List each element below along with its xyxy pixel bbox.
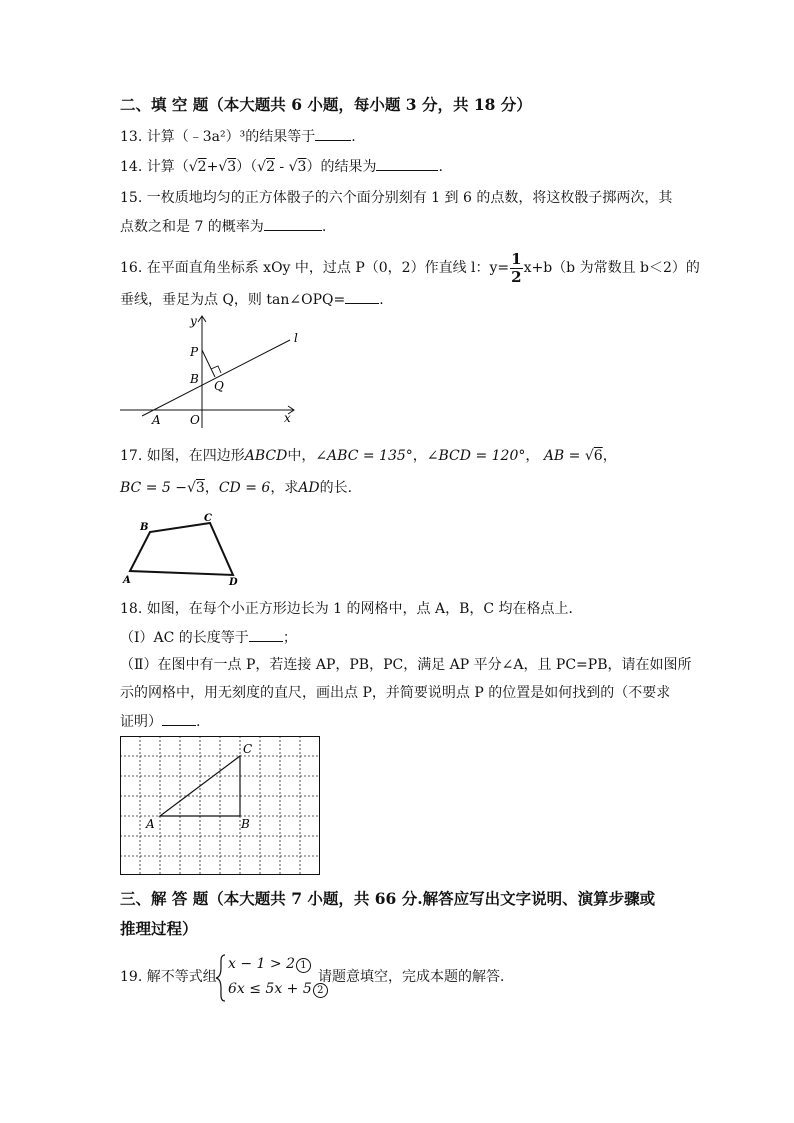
section-2-heading: 二、填 空 题（本大题共 6 小题，每小题 3 分，共 18 分） <box>120 95 532 114</box>
q16-blank[interactable] <box>345 290 379 304</box>
q14-text-a: 计算（ <box>146 159 189 175</box>
fig18-label-C: C <box>243 742 253 756</box>
q16-line2: 垂线，垂足为点 Q，则 tan∠OPQ= <box>120 292 346 308</box>
q17-text-d: 的长. <box>319 480 353 496</box>
figure-18-grid <box>120 736 321 876</box>
q18-part1-text: （Ⅰ）AC 的长度等于 <box>120 630 249 646</box>
fig18-label-B: B <box>241 817 250 831</box>
question-15-line1 <box>120 189 672 207</box>
question-18-part1: （Ⅰ）AC 的长度等于 ； <box>120 630 297 646</box>
question-19-prefix <box>120 968 217 986</box>
q13-number: 13. <box>120 129 143 145</box>
question-15-line2: 点数之和是 7 的概率为 . <box>120 219 327 235</box>
q13-blank[interactable] <box>315 127 351 141</box>
q15-blank[interactable] <box>264 217 322 231</box>
q16-fraction-numerator: 1 <box>511 249 522 268</box>
q16-text-a: 在平面直角坐标系 xOy 中，过点 P（0，2）作直线 l：y= <box>146 260 510 276</box>
question-17-line2: BC = 5 −√3，CD = 6，求AD的长. <box>120 480 353 496</box>
fig16-label-B: B <box>190 372 199 386</box>
q17-cd: CD = 6 <box>218 480 271 496</box>
fig17-label-C: C <box>204 513 212 524</box>
q18-text: 如图，在每个小正方形边长为 1 的网格中，点 A，B，C 均在格点上． <box>146 601 583 617</box>
question-17-line1: 17. 如图，在四边形ABCD中，∠ABC = 135°，∠BCD = 120°， AB = √6， <box>120 448 617 464</box>
q16-number: 16. <box>120 260 143 276</box>
question-18-part2-line2 <box>120 684 670 702</box>
fig18-label-A: A <box>146 817 155 831</box>
q18-part2-blank[interactable] <box>162 712 196 726</box>
q18-part1-blank[interactable] <box>249 628 283 642</box>
q18-part2-line2: 示的网格中，用无刻度的直尺，画出点 P，并简要说明点 P 的位置是如何找到的（不要求 <box>120 685 671 701</box>
q19-inequality-1 <box>228 955 311 973</box>
q15-number: 15. <box>120 190 143 206</box>
q17-angle-abc: ∠ABC = 135° <box>315 448 413 464</box>
question-18-line1 <box>120 600 583 618</box>
fig16-label-l: l <box>294 331 298 345</box>
figure-16-coordinate-diagram <box>118 312 303 430</box>
q19-inequality-2 <box>228 980 328 998</box>
figure-17-quadrilateral <box>120 510 245 588</box>
q19-ineq1: x − 1 > 2 <box>228 956 295 972</box>
q14-blank[interactable] <box>376 157 438 171</box>
q17-quad: ABCD <box>244 448 288 464</box>
q17-bc: BC = 5 − <box>120 480 187 496</box>
q18-part2-line3: 证明） <box>120 714 162 730</box>
q15-line1: 一枚质地均匀的正方体骰子的六个面分别刻有 1 到 6 的点数，将这枚骰子掷两次，其 <box>146 190 673 206</box>
fig16-label-P: P <box>190 345 199 359</box>
circled-1: 1 <box>296 958 311 973</box>
q14-number: 14. <box>120 159 143 175</box>
fig16-label-O: O <box>190 413 200 427</box>
circled-2: 2 <box>313 983 328 998</box>
q14-text-b: （ <box>250 159 258 175</box>
fig16-label-y: y <box>190 314 197 328</box>
q14-text-c: ）的结果为 <box>306 159 377 175</box>
section-3-heading-line2: 推理过程） <box>120 919 198 938</box>
fig16-label-Q: Q <box>214 379 224 393</box>
fig16-label-A: A <box>152 413 161 427</box>
question-16-line2: 垂线，垂足为点 Q，则 tan∠OPQ= . <box>120 292 384 308</box>
q17-text-a: 如图，在四边形 <box>146 448 245 464</box>
question-19-suffix <box>318 968 514 986</box>
q19-text-a: 解不等式组 <box>146 969 217 985</box>
q19-number: 19. <box>120 969 143 985</box>
fig17-label-B: B <box>140 522 149 533</box>
q15-line2: 点数之和是 7 的概率为 <box>120 219 264 235</box>
q19-ineq2: 6x ≤ 5x + 5 <box>228 981 312 997</box>
q18-number: 18. <box>120 601 143 617</box>
q19-text-b: 请题意填空，完成本题的解答． <box>318 969 514 985</box>
question-13: 13. 计算（﹣3a²）³的结果等于 . <box>120 129 356 145</box>
q17-text-b: 中， <box>287 448 316 464</box>
q17-ad: AD <box>298 480 320 496</box>
question-18-part2-line1 <box>120 656 692 674</box>
section-3-heading-line1: 三、解 答 题（本大题共 7 小题，共 66 分.解答应写出文字说明、演算步骤或 <box>120 889 656 908</box>
q16-text-b: x+b（b 为常数且 b＜2）的 <box>523 260 700 276</box>
q17-angle-bcd: ∠BCD = 120° <box>426 448 526 464</box>
q16-fraction <box>510 251 522 286</box>
q18-part2-line1: （Ⅱ）在图中有一点 P，若连接 AP，PB，PC，满足 AP 平分∠A，且 PC=PB，请在如图所 <box>120 657 692 673</box>
q19-brace <box>215 953 227 1003</box>
q17-text-c: ，求 <box>270 480 299 496</box>
q17-ab: AB = <box>543 448 581 464</box>
q16-fraction-denominator: 2 <box>511 267 522 286</box>
fig17-label-A: A <box>123 575 131 586</box>
fig16-label-x: x <box>284 411 291 425</box>
fig17-label-D: D <box>229 577 238 588</box>
q17-number: 17. <box>120 448 143 464</box>
q13-text: 计算（﹣3a²）³的结果等于 <box>146 129 316 145</box>
question-16-line1 <box>120 248 700 288</box>
question-14: 14. 计算（√2+√3）（√2 - √3）的结果为 . <box>120 159 443 175</box>
question-18-part2-line3: 证明） . <box>120 714 201 730</box>
